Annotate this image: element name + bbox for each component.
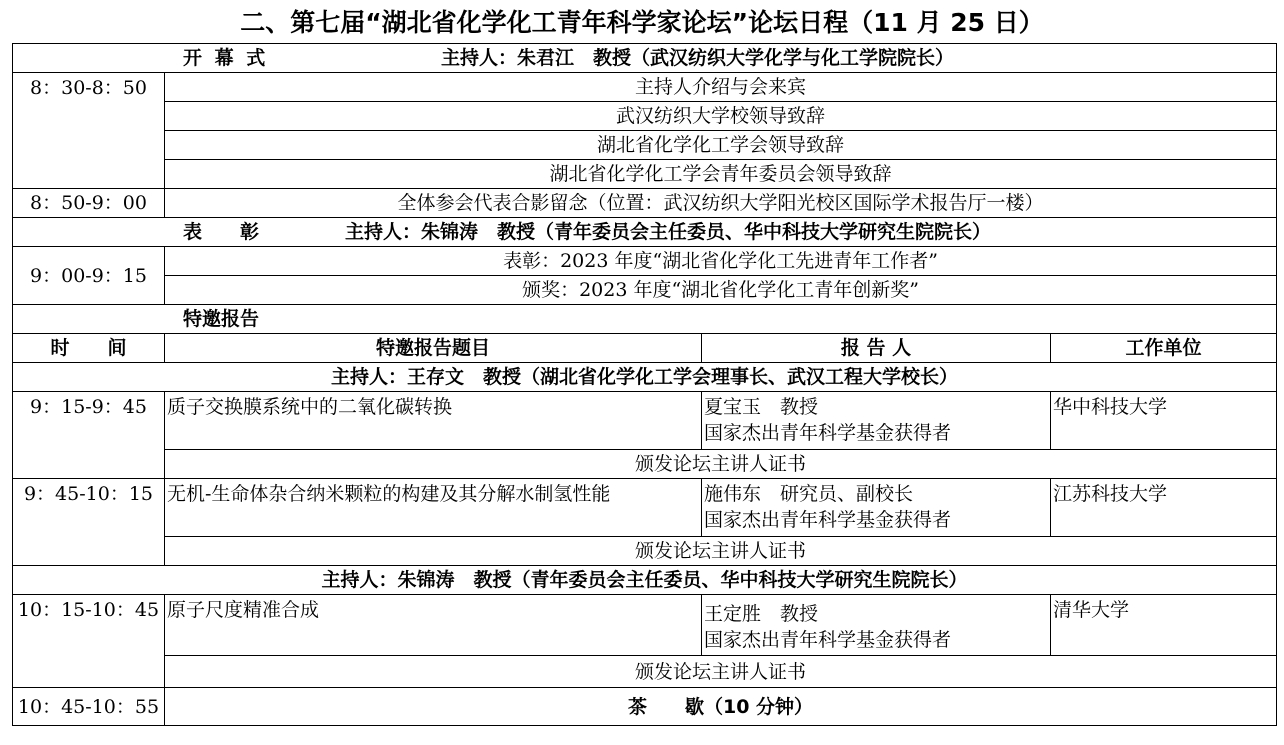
talk-honor: 国家杰出青年科学基金获得者	[704, 629, 952, 651]
talk-cert: 颁发论坛主讲人证书	[165, 537, 1277, 566]
talk-topic: 质子交换膜系统中的二氧化碳转换	[165, 392, 702, 450]
photo-row	[13, 189, 1277, 218]
talk-time: 9：45-10：15	[13, 479, 165, 566]
talk-row	[13, 479, 1277, 537]
break-row	[13, 688, 1277, 726]
invited-label: 特邀报告	[183, 308, 260, 330]
talk-speaker-cell	[702, 392, 1051, 450]
col-header-topic: 特邀报告题目	[165, 334, 702, 363]
session-host-row	[13, 566, 1277, 595]
break-time: 10：45-10：55	[13, 688, 165, 726]
talk-row	[13, 595, 1277, 656]
award-item: 表彰：2023 年度“湖北省化学化工先进青年工作者”	[165, 247, 1277, 276]
talk-time: 10：15-10：45	[13, 595, 165, 688]
talk-unit: 江苏科技大学	[1051, 479, 1277, 537]
talk-unit: 清华大学	[1051, 595, 1277, 656]
opening-header-row	[13, 44, 1277, 73]
talk-topic: 无机-生命体杂合纳米颗粒的构建及其分解水制氢性能	[165, 479, 702, 537]
talk-cert: 颁发论坛主讲人证书	[165, 656, 1277, 688]
talk-speaker: 施伟东 研究员、副校长	[704, 483, 914, 505]
talk-speaker-cell	[702, 479, 1051, 537]
opening-row	[13, 160, 1277, 189]
opening-row	[13, 73, 1277, 102]
talk-speaker-cell	[702, 595, 1051, 656]
talk-row	[13, 392, 1277, 450]
award-host: 主持人：朱锦涛 教授（青年委员会主任委员、华中科技大学研究生院院长）	[345, 221, 992, 243]
photo-text: 全体参会代表合影留念（位置：武汉纺织大学阳光校区国际学术报告厅一楼）	[165, 189, 1277, 218]
opening-item: 主持人介绍与会来宾	[165, 73, 1277, 102]
opening-item: 湖北省化学化工学会青年委员会领导致辞	[165, 160, 1277, 189]
column-header-row	[13, 334, 1277, 363]
opening-row	[13, 131, 1277, 160]
opening-label: 开 幕 式	[183, 47, 269, 69]
photo-time: 8：50-9：00	[13, 189, 165, 218]
talk-speaker: 王定胜 教授	[704, 603, 819, 625]
talk-unit: 华中科技大学	[1051, 392, 1277, 450]
award-label: 表 彰	[183, 221, 260, 243]
award-item: 颁奖：2023 年度“湖北省化学化工青年创新奖”	[165, 276, 1277, 305]
session-host: 主持人：王存文 教授（湖北省化学化工学会理事长、武汉工程大学校长）	[13, 363, 1277, 392]
col-header-time: 时 间	[13, 334, 165, 363]
award-header	[13, 218, 1277, 247]
col-header-speaker: 报 告 人	[702, 334, 1051, 363]
page-title: 二、第七届“湖北省化学化工青年科学家论坛”论坛日程（11 月 25 日）	[240, 8, 1044, 37]
opening-time: 8：30-8：50	[13, 73, 165, 189]
talk-time: 9：15-9：45	[13, 392, 165, 479]
award-row	[13, 247, 1277, 276]
break-text: 茶 歇（10 分钟）	[165, 688, 1277, 726]
opening-row	[13, 102, 1277, 131]
talk-speaker: 夏宝玉 教授	[704, 396, 819, 418]
session-host: 主持人：朱锦涛 教授（青年委员会主任委员、华中科技大学研究生院院长）	[13, 566, 1277, 595]
award-header-row	[13, 218, 1277, 247]
award-row	[13, 276, 1277, 305]
invited-header	[13, 305, 1277, 334]
cert-row	[13, 450, 1277, 479]
opening-item: 湖北省化学化工学会领导致辞	[165, 131, 1277, 160]
schedule-table	[12, 43, 1277, 726]
session-host-row	[13, 363, 1277, 392]
invited-header-row	[13, 305, 1277, 334]
col-header-unit: 工作单位	[1051, 334, 1277, 363]
talk-honor: 国家杰出青年科学基金获得者	[704, 422, 952, 444]
award-time: 9：00-9：15	[13, 247, 165, 305]
talk-cert: 颁发论坛主讲人证书	[165, 450, 1277, 479]
talk-topic: 原子尺度精准合成	[165, 595, 702, 656]
cert-row	[13, 656, 1277, 688]
opening-host: 主持人：朱君江 教授（武汉纺织大学化学与化工学院院长）	[441, 47, 955, 69]
talk-honor: 国家杰出青年科学基金获得者	[704, 509, 952, 531]
cert-row	[13, 537, 1277, 566]
opening-item: 武汉纺织大学校领导致辞	[165, 102, 1277, 131]
opening-header	[13, 44, 1277, 73]
